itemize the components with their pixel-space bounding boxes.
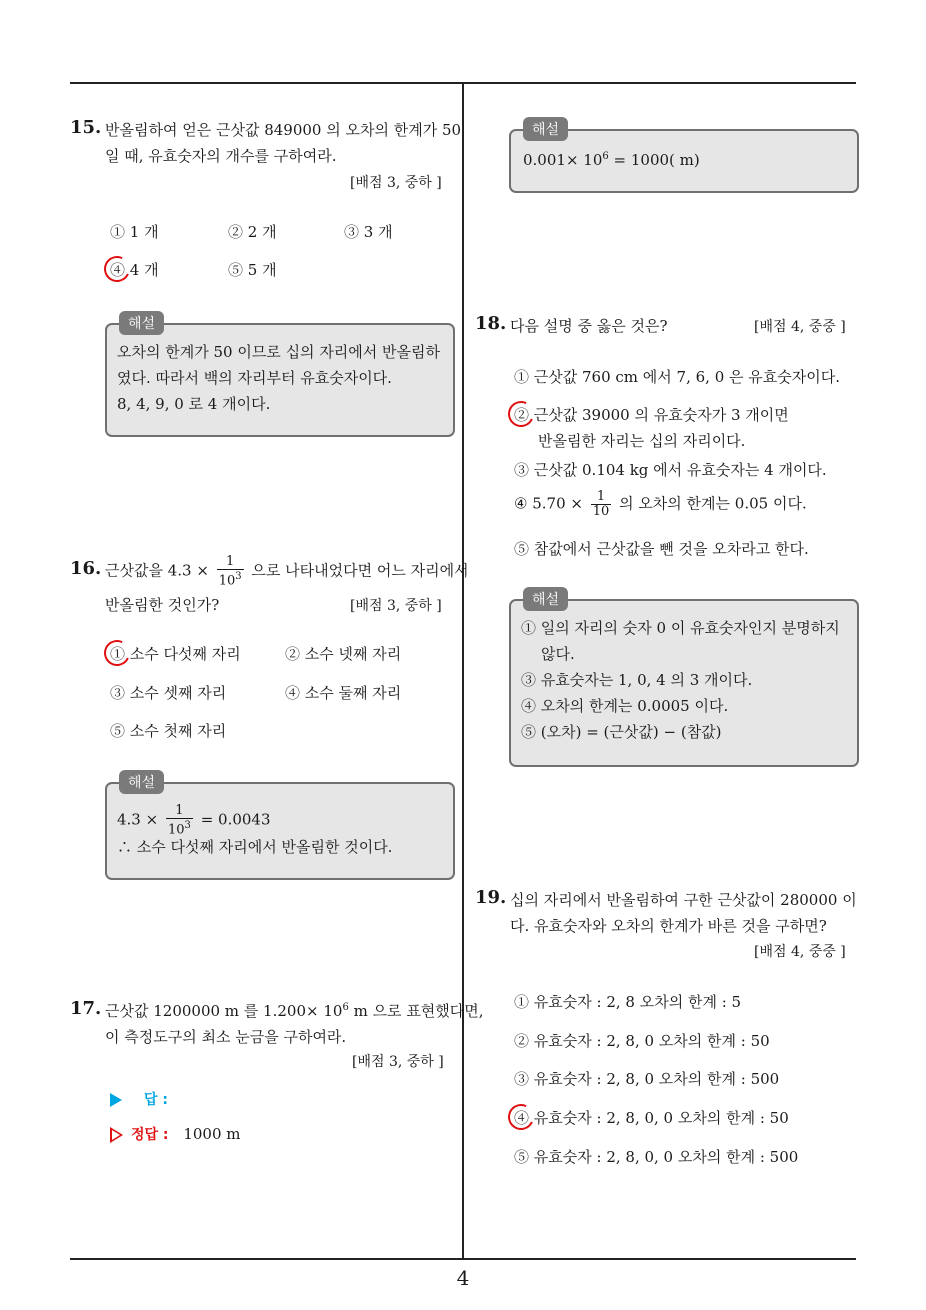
choice-5[interactable]: ⑤ 5 개 bbox=[228, 261, 277, 279]
explanation-box-17 bbox=[509, 122, 859, 193]
explanation-line: ④ 오차의 한계는 0.0005 이다. bbox=[521, 697, 729, 715]
choice-1[interactable]: ① 근삿값 760 cm 에서 7, 6, 0 은 유효숫자이다. bbox=[514, 368, 840, 386]
fraction: $\frac{1}{10}$ bbox=[592, 489, 610, 519]
question-text: 다음 설명 중 옳은 것은? bbox=[510, 317, 668, 335]
explanation-box bbox=[509, 592, 859, 767]
choice-2[interactable]: ② 근삿값 39000 의 유효숫자가 3 개이면 bbox=[514, 406, 789, 424]
question-text: 근삿값 1200000 m 를 $1.200\times 10^6$ m 으로 표현했다면, bbox=[105, 1002, 484, 1020]
choice-4[interactable]: ④ 유효숫자 : 2, 8, 0, 0 오차의 한계 : 50 bbox=[514, 1109, 789, 1127]
choice-4[interactable]: ④ 4 개 bbox=[110, 261, 159, 279]
answer-mark-icon bbox=[504, 397, 537, 430]
fraction: $\frac{1}{10^3}$ bbox=[167, 803, 191, 838]
question-text: 십의 자리에서 반올림하여 구한 근삿값이 280000 이 bbox=[510, 891, 857, 909]
choice-3[interactable]: ③ 근삿값 0.104 kg 에서 유효숫자는 4 개이다. bbox=[514, 461, 827, 479]
choice-2[interactable]: ② 유효숫자 : 2, 8, 0 오차의 한계 : 50 bbox=[514, 1032, 770, 1050]
column-divider bbox=[462, 84, 464, 1260]
score-label: [배점 3, 중하 ] bbox=[350, 175, 442, 191]
explanation-line: 않다. bbox=[541, 645, 575, 663]
question-text: 반올림한 것인가? bbox=[105, 596, 220, 614]
score-label: [배점 4, 중중 ] bbox=[754, 319, 846, 335]
explanation-line: ∴ 소수 다섯째 자리에서 반올림한 것이다. bbox=[117, 838, 393, 856]
answer-mark-icon bbox=[100, 636, 133, 669]
explanation-line: ⑤ (오차) = (근삿값) − (참값) bbox=[521, 723, 722, 741]
question-number: 19. bbox=[475, 887, 507, 908]
choice-2[interactable]: ② 2 개 bbox=[228, 223, 277, 241]
score-label: [배점 3, 중하 ] bbox=[350, 598, 442, 614]
question-number: 16. bbox=[70, 558, 102, 579]
choice-3[interactable]: ③ 소수 셋째 자리 bbox=[110, 684, 227, 702]
question-number: 18. bbox=[475, 313, 507, 334]
choice-3[interactable]: ③ 유효숫자 : 2, 8, 0 오차의 한계 : 500 bbox=[514, 1070, 780, 1088]
explanation-box bbox=[105, 316, 455, 437]
explanation-line: 8, 4, 9, 0 로 4 개이다. bbox=[117, 395, 271, 413]
choice-1[interactable]: ① 1 개 bbox=[110, 223, 159, 241]
explanation-tag: 해설 bbox=[523, 117, 568, 141]
choice-2[interactable]: ② 소수 넷째 자리 bbox=[285, 645, 402, 663]
answer-input[interactable] bbox=[110, 1089, 168, 1109]
explanation-line: ③ 유효숫자는 1, 0, 4 의 3 개이다. bbox=[521, 671, 753, 689]
choice-4[interactable]: ④ 5.70 × $\frac{1}{10}$ 의 오차의 한계는 0.05 이다. bbox=[514, 489, 807, 519]
answer-mark-icon bbox=[100, 252, 133, 285]
choice-1[interactable]: ① 소수 다섯째 자리 bbox=[110, 645, 241, 663]
score-label: [배점 3, 중하 ] bbox=[352, 1054, 444, 1070]
fraction: $\frac{1}{10^3}$ bbox=[218, 554, 242, 589]
correct-value: 1000 m bbox=[183, 1125, 241, 1143]
bottom-rule bbox=[70, 1258, 856, 1260]
explanation-box bbox=[105, 775, 455, 880]
score-label: [배점 4, 중중 ] bbox=[754, 944, 846, 960]
correct-answer bbox=[110, 1124, 240, 1144]
explanation-tag: 해설 bbox=[119, 770, 164, 794]
explanation-line: 오차의 한계가 50 이므로 십의 자리에서 반올림하 bbox=[117, 343, 441, 361]
question-text: 반올림하여 얻은 근삿값 849000 의 오차의 한계가 50 bbox=[105, 121, 462, 139]
choice-5[interactable]: ⑤ 소수 첫째 자리 bbox=[110, 722, 227, 740]
correct-label: 정답 : bbox=[131, 1127, 169, 1143]
explanation-line: 였다. 따라서 백의 자리부터 유효숫자이다. bbox=[117, 369, 392, 387]
question-number: 15. bbox=[70, 117, 102, 138]
explanation-line: 4.3 × $\frac{1}{10^3}$ = 0.0043 bbox=[117, 803, 271, 838]
page-number: 4 bbox=[456, 1266, 470, 1290]
question-text: 이 측정도구의 최소 눈금을 구하여라. bbox=[105, 1028, 347, 1046]
answer-label: 답 : bbox=[144, 1092, 168, 1108]
answer-mark-icon bbox=[504, 1100, 537, 1133]
choice-2-continued: 반올림한 자리는 십의 자리이다. bbox=[538, 432, 746, 450]
choice-1[interactable]: ① 유효숫자 : 2, 8 오차의 한계 : 5 bbox=[514, 993, 742, 1011]
question-text: 근삿값을 4.3 × $\frac{1}{10^3}$ 으로 나타내었다면 어느 자리에서 bbox=[105, 554, 469, 589]
explanation-tag: 해설 bbox=[523, 587, 568, 611]
choice-3[interactable]: ③ 3 개 bbox=[344, 223, 393, 241]
correct-arrow-icon bbox=[110, 1127, 123, 1143]
choice-5[interactable]: ⑤ 유효숫자 : 2, 8, 0, 0 오차의 한계 : 500 bbox=[514, 1148, 799, 1166]
choice-5[interactable]: ⑤ 참값에서 근삿값을 뺀 것을 오차라고 한다. bbox=[514, 540, 809, 558]
question-text: 일 때, 유효숫자의 개수를 구하여라. bbox=[105, 147, 337, 165]
question-text: 다. 유효숫자와 오차의 한계가 바른 것을 구하면? bbox=[510, 917, 827, 935]
question-number: 17. bbox=[70, 998, 102, 1019]
explanation-line: ① 일의 자리의 숫자 0 이 유효숫자인지 분명하지 bbox=[521, 619, 840, 637]
answer-arrow-icon bbox=[110, 1093, 122, 1107]
explanation-line: $0.001\times 10^6 = 1000$( m) bbox=[523, 151, 700, 169]
explanation-tag: 해설 bbox=[119, 311, 164, 335]
choice-4[interactable]: ④ 소수 둘째 자리 bbox=[285, 684, 402, 702]
